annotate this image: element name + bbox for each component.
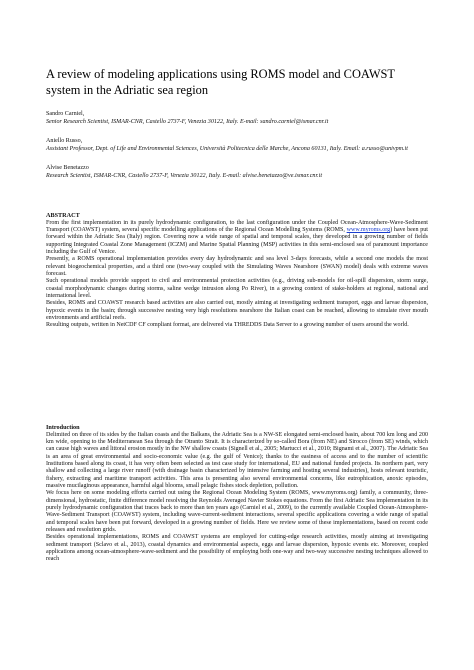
- author-affiliation: Research Scientist, ISMAR-CNR, Castello 2737-F, Venezia 30122, Italy. E-mail: alvise.benetazzo@ve.ismar.cnr.it: [46, 173, 323, 179]
- abstract-paragraph: Such operational models provide support to civil and environmental protection activities (e.g., driving sub-models for oil-spill dispersion, storm surge, coastal morphodynamic changes during storms, saline wedge intrusion along Po River), in a growing context of stake-holders at regional, national and international level.: [46, 278, 428, 300]
- abstract-section: [46, 212, 428, 330]
- author-affiliation: Assistant Professor, Dept. of Life and Environmental Sciences, Università Politecnica delle Marche, Ancona 60131, Italy. Email: a.russo@univpm.it: [46, 146, 408, 152]
- introduction-paragraph: Besides operational implementations, ROMS and COAWST systems are employed for cutting-edge research activities, mostly aiming at investigating sediment transport (Sclavo et al., 2013), coastal dynamics and environmental aspects, eggs and larvae dispersion, hypoxic events etc. Moreover, coupled applications among ocean-atmosphere-wave-sediment and the possibility of employing both one-way and two-way successive nesting techniques allowed to reach: [46, 534, 428, 563]
- author-block: [46, 110, 426, 126]
- introduction-paragraph: We focus here on some modeling efforts carried out using the Regional Ocean Modeling System (ROMS, www.myroms.org) family, a community, three-dimensional, hydrostatic, finite difference model resolving the Reynolds Averaged Navier Stokes equations. From the first Adriatic Sea implementation in its purely hydrodynamic configuration that traces back to more than ten years ago (Carniel et al., 2009), to the currently available Coupled Ocean-Atmosphere-Wave-Sediment Transport (COAWST) system, including wave-current-sediment interactions, several specific applications covering a wide range of spatial and temporal scales have been put forward, developed in a growing number of fields. Here we review some of these implementations, based on recent code releases and resolution grids.: [46, 490, 428, 534]
- abstract-paragraph: Besides, ROMS and COAWST research based activities are also carried out, mostly aiming at investigating sediment transport, eggs and larvae dispersion, hypoxic events in the basin; through successive nesting very high resolutions nearshore the Italian coast can be reached, allowing to simulate river mouth environments and artificial reefs.: [46, 300, 428, 322]
- introduction-heading: Introduction: [46, 424, 80, 431]
- author-name: Aniello Russo,: [46, 138, 83, 144]
- abstract-text: From the first implementation in its purely hydrodynamic configuration, to the last configuration under the Coupled Ocean-Atmosphere-Wave-Sediment Transport (COAWST) system, several specific modelling applications of the Regional Ocean Modelling Systems (ROMS,: [46, 219, 428, 233]
- author-name: Alvise Benetazzo: [46, 165, 89, 171]
- author-name: Sandro Carniel,: [46, 111, 85, 117]
- abstract-paragraph: [46, 220, 428, 257]
- myroms-link[interactable]: www.myroms.org: [346, 226, 391, 233]
- abstract-text: ) have been put forward within the Adriatic Sea (Italy) region. Covering now a wide range of spatial and temporal scales, they developed in a growing number of fields supporting Integrated Coastal Zone Management (ICZM) and Marine Spatial Planning (MSP) activities in this semi-enclosed sea of paramount importance including the Gulf of Venice.: [46, 226, 428, 255]
- author-block: [46, 164, 426, 180]
- author-list: [46, 110, 426, 191]
- introduction-section: [46, 424, 428, 564]
- abstract-paragraph: Presently, a ROMS operational implementation provides every day hydrodynamic and sea level 3-days forecasts, while a second one models the most relevant biogeochemical properties, and a third one (two-way coupled with the Simulating Waves Nearshore (SWAN) model) deals with extreme waves forecast.: [46, 256, 428, 277]
- abstract-paragraph: Resulting outputs, written in NetCDF CF compliant format, are delivered via THREDDS Data Server to a growing number of users around the world.: [46, 322, 409, 329]
- author-affiliation: Senior Research Scientist, ISMAR-CNR, Castello 2737-F, Venezia 30122, Italy. E-mail: sandro.carniel@ismar.cnr.it: [46, 119, 329, 125]
- introduction-paragraph: Delimited on three of its sides by the Italian coasts and the Balkans, the Adriatic Sea is a NW-SE elongated semi-enclosed basin, about 700 km long and 200 km wide, opening to the Mediterranean Sea through the Otranto Strait. It is characterized by so-called Bora (from NE) and Sirocco (from SE) winds, which can cause high waves and littoral erosion mostly in the NW shallow coasts (Signell et al., 2005; Martucci et al., 2010; Bignami et al., 2007). The Adriatic Sea is an area of great environmental and socio-economic value (e.g. the gulf of Venice); thanks to the easiness of access and to the number of scientific Institutions based along its coast, it has very often been selected as test case study for international, EU and national funded projects. Its northern part, very shallow and collecting a large river runoff (with drainage basin characterized by intensive farming and hosting several industries), hosts relevant touristic, fishery, extracting and maritime transport activities. This area is presenting also several environmental concerns, like eutrophication, anoxic episodes, massive mucilaginous appearance, harmful algal blooms, small pelagic fishes stock depletion, pollution.: [46, 431, 428, 489]
- paper-title: A review of modeling applications using ROMS model and COAWST system in the Adriatic sea region: [46, 67, 395, 97]
- abstract-heading: ABSTRACT: [46, 212, 80, 219]
- author-block: [46, 137, 426, 153]
